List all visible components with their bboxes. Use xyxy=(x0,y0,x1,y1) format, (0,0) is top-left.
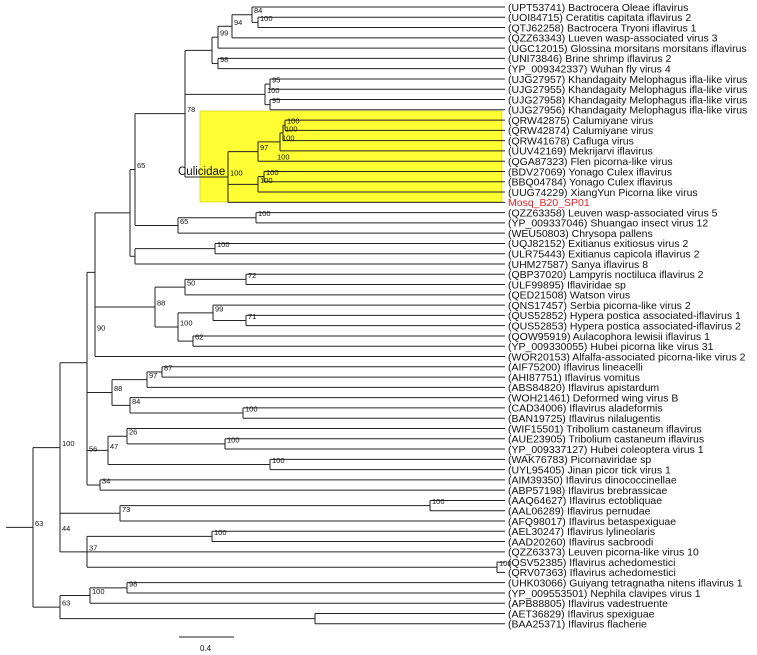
highlighted-leaf-label: Mosq_B20_SP01 xyxy=(508,197,590,210)
leaf-label: (YP_009337046) Shuangao insect virus 12 xyxy=(508,217,709,230)
bootstrap-label: 99 xyxy=(215,304,224,314)
leaf-label: (UGC12015) Glossina morsitans morsitans iflavirus xyxy=(508,42,747,55)
scale-bar-label: 0.4 xyxy=(200,644,212,653)
leaf-label: (UQJ82152) Exitianus exitiosus virus 2 xyxy=(508,238,689,251)
bootstrap-label: 26 xyxy=(129,427,138,437)
bootstrap-label: 100 xyxy=(499,558,512,568)
bootstrap-label: 100 xyxy=(287,116,300,126)
bootstrap-label: 97 xyxy=(149,371,158,381)
leaf-label: (UJG27957) Khandagaity Melophagus ifla-like virus xyxy=(508,73,748,86)
leaf-label: (AEL30247) Iflavirus lylineolaris xyxy=(508,526,656,539)
bootstrap-label: 100 xyxy=(245,404,258,414)
bootstrap-label: 84 xyxy=(132,396,141,406)
bootstrap-label: 44 xyxy=(62,524,71,534)
leaf-label: (UJG27956) Khandagaity Melophagus ifla-like virus xyxy=(508,104,748,117)
bootstrap-label: 65 xyxy=(180,216,189,226)
bootstrap-label: 56 xyxy=(89,444,98,454)
leaf-label: (QZZ63358) Leuven wasp-associated virus 5 xyxy=(508,207,718,220)
bootstrap-label: 100 xyxy=(267,85,280,95)
leaf-label: (BAN19725) Iflavirus nilalugentis xyxy=(508,413,661,425)
leaf-label: (UUV42169) Mekrijarvi iflavirus xyxy=(508,145,653,158)
bootstrap-label: 99 xyxy=(220,28,229,38)
bootstrap-label: 100 xyxy=(180,318,193,328)
leaf-label: (UHK03066) Guiyang tetragnatha nitens iflavirus 1 xyxy=(508,577,743,590)
leaf-label: (CAD34006) Iflavirus aladeformis xyxy=(508,402,663,415)
leaf-label: (UPT53741) Bactrocera Oleae iflavirus xyxy=(508,1,689,14)
leaf-label: (WEU50803) Chrysopa pallens xyxy=(508,227,653,240)
leaf-label: (UYL95405) Jinan picor tick virus 1 xyxy=(508,464,671,477)
leaf-label: (QUS52853) Hypera postica associated-iflavirus 2 xyxy=(508,320,741,333)
bootstrap-label: 87 xyxy=(164,363,173,373)
bootstrap-label: 98 xyxy=(220,55,229,65)
bootstrap-label: 37 xyxy=(89,543,98,553)
leaf-label: (UOI84715) Ceratitis capitata iflavirus 2 xyxy=(508,12,692,25)
scale-bar xyxy=(179,637,234,653)
bootstrap-label: 78 xyxy=(187,105,196,115)
leaf-label: (AAL06289) Iflavirus pernudae xyxy=(508,505,651,518)
leaf-label: (AET36829) Iflavirus spexiguae xyxy=(508,608,655,621)
leaf-label: (QUS52852) Hypera postica associated-iflavirus 1 xyxy=(508,310,741,323)
bootstrap-label: 63 xyxy=(35,518,44,528)
leaf-label: (QOW95919) Aulacophora lewisii iflavirus 1 xyxy=(508,330,710,343)
bootstrap-label: 100 xyxy=(230,168,243,178)
leaf-label: (UHM27587) Sanya iflavirus 8 xyxy=(508,258,649,271)
leaf-label: (ULR75443) Exitianus capicola iflavirus 2 xyxy=(508,248,700,261)
bootstrap-label: 100 xyxy=(277,152,290,162)
bootstrap-label: 72 xyxy=(248,270,257,280)
leaf-label: (WOH21461) Deformed wing virus B xyxy=(508,392,679,405)
leaf-label: (AIM39350) Iflavirus dinococcinellae xyxy=(508,474,677,487)
bootstrap-label: 34 xyxy=(102,476,111,486)
leaf-label: (QGA87323) Flen picorna-like virus xyxy=(508,156,673,168)
leaf-label: (QNS17457) Serbia picorna-like virus 2 xyxy=(508,299,691,312)
bootstrap-label: 97 xyxy=(260,143,269,153)
leaf-label: (APB88805) Iflavirus vadestruente xyxy=(508,598,668,611)
bootstrap-label: 94 xyxy=(234,17,243,27)
bootstrap-label: 62 xyxy=(195,332,204,342)
bootstrap-label: 98 xyxy=(129,579,138,589)
leaf-label: (AHI87751) Iflavirus vomitus xyxy=(508,371,640,384)
bootstrap-label: 90 xyxy=(97,323,106,333)
bootstrap-label: 100 xyxy=(272,455,285,465)
leaf-label: (AUE23905) Tribolium castaneum iflavirus xyxy=(508,433,705,446)
leaf-label: (QSV52385) Iflavirus achedomestici xyxy=(508,556,676,569)
leaf-label: (QZZ63343) Lueven wasp-associated virus 3 xyxy=(508,32,718,45)
leaf-label: (QBP37020) Lampyris noctiluca iflavirus 2 xyxy=(508,269,704,282)
bootstrap-label: 100 xyxy=(432,497,445,507)
leaf-label: (BDV27069) Yonago Culex iflavirus xyxy=(508,166,673,179)
leaf-label: (YP_009330055) Hubei picorna like virus 31 xyxy=(508,341,714,354)
bootstrap-label: 100 xyxy=(282,133,295,143)
bootstrap-label: 88 xyxy=(157,298,166,308)
culicidae-highlight-box xyxy=(200,111,502,202)
leaf-label: (WAK76783) Picornaviridae sp xyxy=(508,454,652,467)
clade-label-culicidae: Culicidae xyxy=(178,166,226,178)
leaf-label: (QRW42875) Calumiyane virus xyxy=(508,114,654,127)
bootstrap-label: 100 xyxy=(214,527,227,537)
leaf-label: (WIF15501) Tribolium castaneum iflavirus xyxy=(508,423,702,436)
leaf-label: (QRV07363) Iflavirus achedomestici xyxy=(508,567,676,580)
leaf-label: (AAD20260) Iflavirus sacbroodi xyxy=(508,536,654,549)
leaf-label: (UJG27955) Khandagaity Melophagus ifla-like virus xyxy=(508,84,748,97)
leaf-label: (YP_009342337) Wuhan fly virus 4 xyxy=(508,63,671,76)
leaf-label: (QED21508) Watson virus xyxy=(508,289,631,302)
bootstrap-label: 100 xyxy=(258,209,271,219)
leaf-label: (AAQ64627) Iflavirus ectobliquae xyxy=(508,495,663,508)
bootstrap-label: 100 xyxy=(217,240,230,250)
bootstrap-label: 63 xyxy=(62,598,71,608)
leaf-label: (QTJ62258) Bactrocera Tryoni iflavirus 1 xyxy=(508,22,697,35)
leaf-label: (BAA25371) Iflavirus flacherie xyxy=(508,618,647,631)
bootstrap-label: 47 xyxy=(110,441,119,451)
leaf-label: (UNI73846) Brine shrimp iflavirus 2 xyxy=(508,53,672,66)
bootstrap-label: 95 xyxy=(272,96,281,106)
bootstrap-label: 100 xyxy=(266,168,279,178)
leaf-labels xyxy=(508,2,747,631)
leaf-label: (UUG74229) XiangYun Picorna like virus xyxy=(508,186,698,199)
leaf-label: (UJG27958) Khandagaity Melophagus ifla-like virus xyxy=(508,94,748,107)
leaf-label: (YP_009553501) Nephila clavipes virus 1 xyxy=(508,587,701,600)
bootstrap-label: 100 xyxy=(260,175,273,185)
bootstrap-label: 84 xyxy=(254,6,263,16)
leaf-label: (ABP57198) Iflavirus brebrassicae xyxy=(508,484,668,497)
bootstrap-label: 71 xyxy=(248,312,257,322)
bootstrap-label: 100 xyxy=(227,435,240,445)
bootstrap-label: 50 xyxy=(187,278,196,288)
bootstrap-label: 100 xyxy=(285,124,298,134)
leaf-label: (AFQ98017) Iflavirus betaspexiguae xyxy=(508,515,677,528)
leaf-label: (ABS84820) Iflavirus apistardum xyxy=(508,382,660,395)
leaf-label: (ULF99895) Iflaviridae sp xyxy=(508,279,626,292)
leaf-label: (QRW42874) Calumiyane virus xyxy=(508,125,654,138)
leaf-label: (WOR20153) Alfalfa-associated picorna-like virus 2 xyxy=(508,351,746,364)
bootstrap-label: 73 xyxy=(122,504,131,514)
leaf-label: (BBQ04784) Yonago Culex iflavirus xyxy=(508,176,673,189)
bootstrap-label: 100 xyxy=(92,587,105,597)
bootstrap-label: 100 xyxy=(260,13,273,23)
leaf-label: (QZZ63373) Leuven picorna-like virus 10 xyxy=(508,546,699,559)
leaf-label: (AIF75200) Iflavirus lineacelli xyxy=(508,361,643,374)
bootstrap-label: 65 xyxy=(137,161,146,171)
leaf-label: (QRW41678) Cafluga virus xyxy=(508,135,634,148)
bootstrap-label: 100 xyxy=(62,439,75,449)
leaf-label: (YP_009337127) Hubei coleoptera virus 1 xyxy=(508,443,704,456)
bootstrap-label: 88 xyxy=(114,384,123,393)
bootstrap-label: 95 xyxy=(272,75,281,85)
